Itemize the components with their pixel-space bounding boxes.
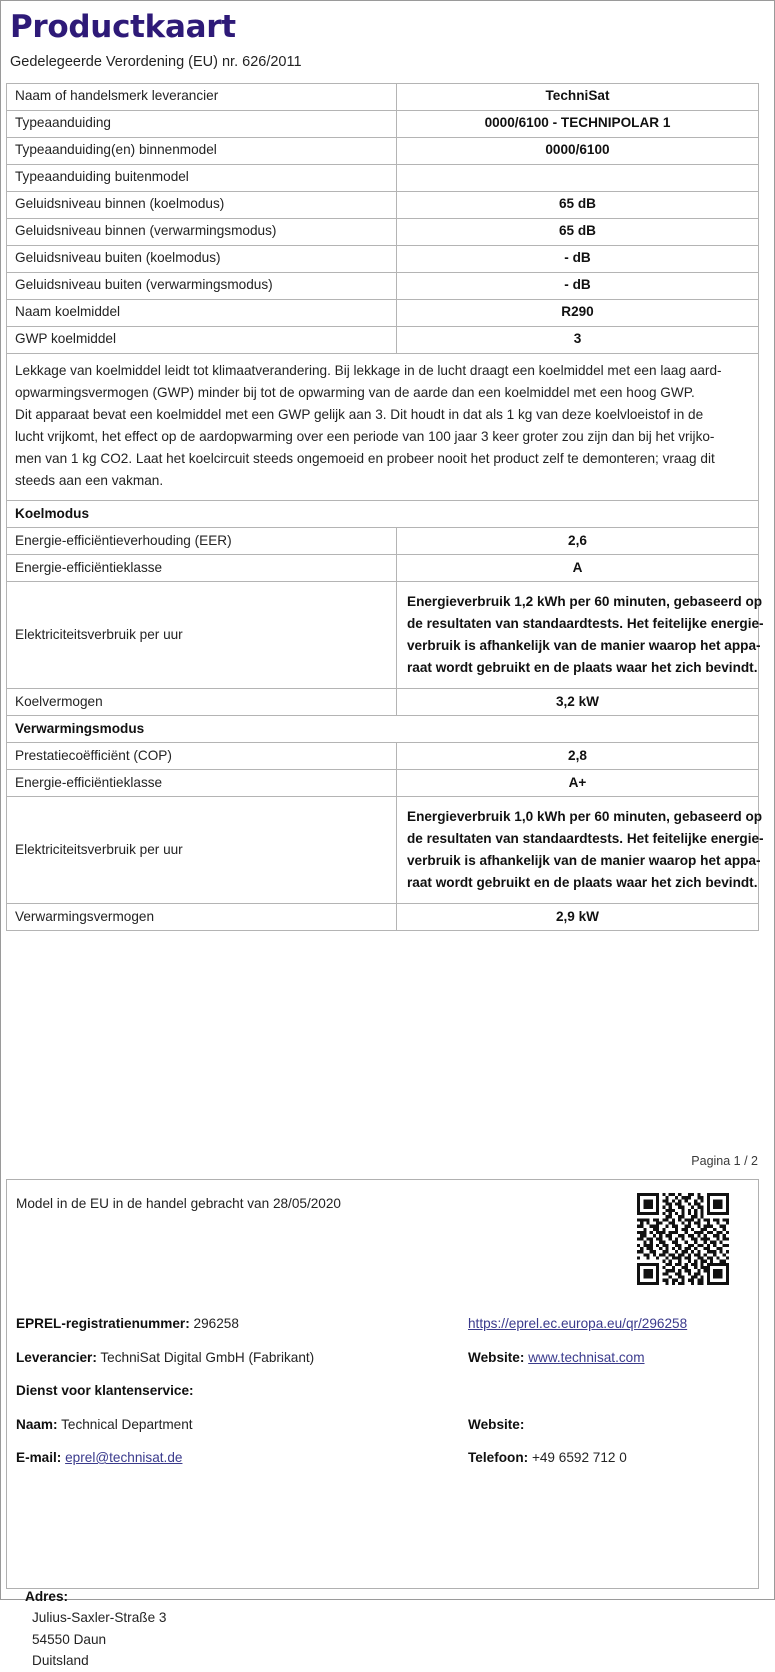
contact-row-name [16, 1417, 756, 1451]
gwp-note-line: lucht vrijkomt, het effect op de aardopwarming over een periode van 100 jaar 3 keer groter zou zijn dan bij het vrijko- [15, 428, 715, 444]
supplier-label: Leverancier: [16, 1349, 97, 1365]
value-line: de resultaten van standaardtests. Het feitelijke energie- [407, 616, 764, 632]
table-row [7, 110, 759, 137]
contact-row-email [16, 1450, 756, 1484]
contact-details [16, 1316, 756, 1669]
row-value: 2,9 kW [397, 904, 759, 931]
row-value: A [397, 555, 759, 582]
row-label: Energie-efficiëntieverhouding (EER) [7, 528, 397, 555]
row-value [397, 164, 759, 191]
address-line: Duitsland [32, 1653, 89, 1669]
gwp-note-line: men van 1 kg CO2. Laat het koelcircuit steeds ongemoeid en probeer nooit het product zelf te demonteren; vraag dit [15, 451, 715, 466]
table-row [7, 272, 759, 299]
row-value: 3,2 kW [397, 689, 759, 716]
page-number: Pagina 1 / 2 [691, 1154, 758, 1168]
row-label: Elektriciteitsverbruik per uur [7, 582, 397, 689]
address-block [25, 1586, 166, 1672]
row-value: TechniSat [397, 83, 759, 110]
section-title: Verwarmingsmodus [7, 716, 759, 743]
table-row [7, 245, 759, 272]
row-value: - dB [397, 272, 759, 299]
table-row [7, 689, 759, 716]
service-heading-wrap [16, 1383, 194, 1398]
section-header-heating [7, 716, 759, 743]
website-link[interactable]: www.technisat.com [528, 1349, 645, 1365]
qr-code-svg [637, 1193, 729, 1285]
row-label: Typeaanduiding buitenmodel [7, 164, 397, 191]
row-value: 0000/6100 - TECHNIPOLAR 1 [397, 110, 759, 137]
row-label: Verwarmingsvermogen [7, 904, 397, 931]
row-label: Geluidsniveau buiten (verwarmingsmodus) [7, 272, 397, 299]
phone-label: Telefoon: [468, 1450, 529, 1465]
eprel-url-link[interactable]: https://eprel.ec.europa.eu/qr/296258 [468, 1316, 688, 1331]
table-row [7, 555, 759, 582]
service-website-label: Website: [468, 1416, 525, 1432]
gwp-note-row [7, 353, 759, 500]
table-row [7, 770, 759, 797]
row-label: Geluidsniveau buiten (koelmodus) [7, 245, 397, 272]
row-label: Energie-efficiëntieklasse [7, 555, 397, 582]
email-info [16, 1450, 182, 1465]
gwp-note-line: Dit apparaat bevat een koelmiddel met een GWP gelijk aan 3. Dit houdt in dat als 1 kg van deze koelvloeistof in de [15, 406, 704, 422]
row-label: Typeaanduiding(en) binnenmodel [7, 137, 397, 164]
row-label: Naam koelmiddel [7, 299, 397, 326]
table-row [7, 218, 759, 245]
website-label: Website: [468, 1349, 525, 1365]
email-label: E-mail: [16, 1450, 62, 1465]
row-value: 65 dB [397, 191, 759, 218]
row-value: 2,8 [397, 743, 759, 770]
specification-table [6, 83, 764, 931]
spec-table-body [7, 83, 764, 930]
value-line: Energieverbruik 1,0 kWh per 60 minuten, gebaseerd op [407, 809, 763, 825]
page-title: Productkaart [10, 9, 236, 45]
email-link[interactable]: eprel@technisat.de [65, 1450, 183, 1465]
gwp-note-line: steeds aan een vakman. [15, 473, 164, 489]
value-line: de resultaten van standaardtests. Het feitelijke energie- [407, 831, 764, 847]
table-row [7, 164, 759, 191]
qr-code-icon [637, 1193, 729, 1285]
row-label: Energie-efficiëntieklasse [7, 770, 397, 797]
table-row [7, 299, 759, 326]
value-line: verbruik is afhankelijk van de manier waarop het appa- [407, 853, 761, 869]
contact-row-supplier [16, 1350, 756, 1384]
row-value: 3 [397, 326, 759, 353]
value-line: raat wordt gebruikt en de plaats waar het zich bevindt. [407, 875, 758, 891]
row-value: A+ [397, 770, 759, 797]
table-row [7, 797, 759, 904]
gwp-note-line: opwarmingsvermogen (GWP) minder bij tot de opwarming van de aarde dan een koelmiddel met een hoog GWP. [15, 384, 695, 400]
address-label: Adres: [25, 1589, 69, 1604]
service-name [16, 1417, 193, 1432]
row-label: GWP koelmiddel [7, 326, 397, 353]
row-value: R290 [397, 299, 759, 326]
table-row [7, 582, 759, 689]
eprel-value: 296258 [193, 1316, 239, 1331]
row-value: 65 dB [397, 218, 759, 245]
page-content [6, 1, 764, 931]
row-value-multiline [397, 797, 764, 904]
row-label: Geluidsniveau binnen (verwarmingsmodus) [7, 218, 397, 245]
name-label: Naam: [16, 1416, 58, 1432]
table-row [7, 528, 759, 555]
table-row [7, 137, 759, 164]
section-header-cooling [7, 501, 759, 528]
table-row [7, 743, 759, 770]
phone-info [468, 1450, 627, 1465]
footer-panel [6, 1179, 759, 1669]
row-label: Typeaanduiding [7, 110, 397, 137]
gwp-note-text [7, 353, 759, 500]
value-line: verbruik is afhankelijk van de manier waarop het appa- [407, 638, 761, 654]
value-line: Energieverbruik 1,2 kWh per 60 minuten, gebaseerd op [407, 594, 763, 610]
row-label: Naam of handelsmerk leverancier [7, 83, 397, 110]
row-label: Elektriciteitsverbruik per uur [7, 797, 397, 904]
section-title: Koelmodus [7, 501, 759, 528]
eprel-label: EPREL-registratienummer: [16, 1316, 190, 1331]
table-row [7, 904, 759, 931]
table-row [7, 326, 759, 353]
regulation-subtitle: Gedelegeerde Verordening (EU) nr. 626/2011 [10, 53, 302, 70]
service-website [468, 1417, 524, 1432]
row-label: Geluidsniveau binnen (koelmodus) [7, 191, 397, 218]
row-value: - dB [397, 245, 759, 272]
contact-row-eprel [16, 1316, 756, 1350]
table-row [7, 83, 759, 110]
supplier-value: TechniSat Digital GmbH (Fabrikant) [100, 1349, 315, 1365]
supplier-info [16, 1350, 314, 1365]
service-heading: Dienst voor klantenservice: [16, 1383, 194, 1398]
row-label: Prestatiecoëfficiënt (COP) [7, 743, 397, 770]
address-line: Julius-Saxler-Straße 3 [32, 1610, 167, 1626]
row-value-multiline [397, 582, 764, 689]
value-line: raat wordt gebruikt en de plaats waar het zich bevindt. [407, 660, 758, 676]
market-placement-date: Model in de EU in de handel gebracht van 28/05/2020 [16, 1196, 341, 1211]
phone-value: +49 6592 712 0 [531, 1450, 627, 1465]
eprel-url-wrap [468, 1316, 687, 1331]
website-info [468, 1350, 645, 1365]
row-value: 0000/6100 [397, 137, 759, 164]
eprel-registration [16, 1316, 239, 1331]
name-value: Technical Department [61, 1416, 193, 1432]
row-value: 2,6 [397, 528, 759, 555]
contact-row-service-heading [16, 1383, 756, 1417]
row-label: Koelvermogen [7, 689, 397, 716]
gwp-note-line: Lekkage van koelmiddel leidt tot klimaatverandering. Bij lekkage in de lucht draagt een koelmiddel met een laag aard- [15, 362, 722, 378]
address-line: 54550 Daun [32, 1631, 107, 1647]
table-row [7, 191, 759, 218]
